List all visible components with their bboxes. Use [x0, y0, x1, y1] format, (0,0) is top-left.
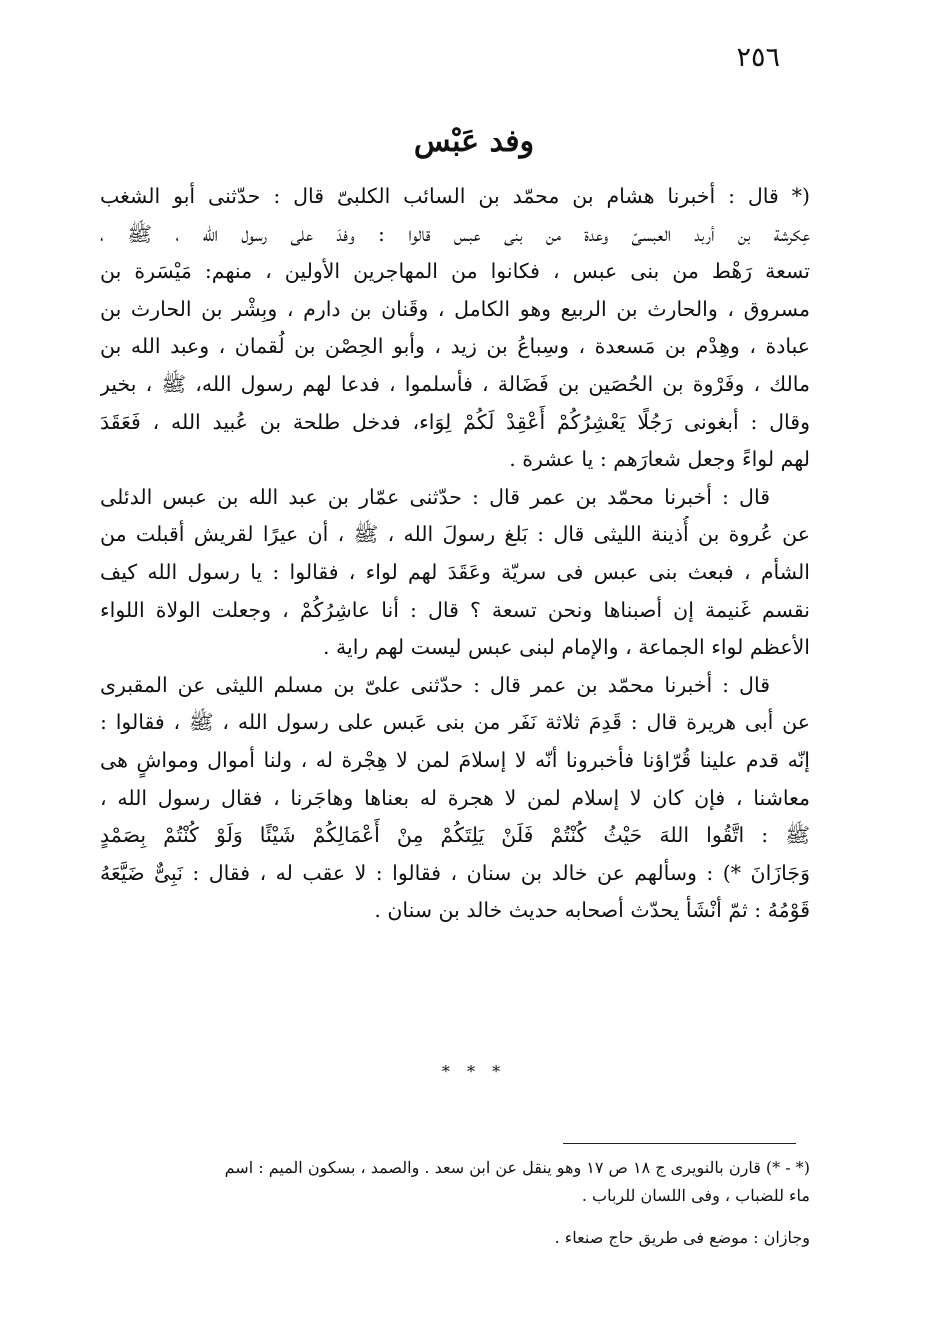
text-line: ﷺ : اتَّقُوا اللهَ حَيْثُ كُنْتُمْ فَلَنْ يَلِتَكُمْ مِنْ أَعْمَالِكُمْ شَيْئًا وَلَوْ كُنْتُمْ بِصَمْدٍ: [100, 823, 810, 848]
text-line: وقال : أبغونى رَجُلًا يَعْشِرُكُمْ أَعْقِدْ لَكُمْ لِوَاء، فدخل طلحة بن عُبيد الله ، فَعَقَدَ: [100, 409, 810, 434]
text-line: نقسم غَنيمة إن أصبناها ونحن تسعة ؟ قال : أنا عاشِرُكُمْ ، وجعلت الولاة اللواء: [100, 597, 810, 622]
text-line: مسروق ، والحارث بن الربيع وهو الكامل ، وقَنان بن دارم ، وبِشْر بن الحارث بن: [100, 296, 810, 321]
text-line: معاشنا ، فإن كان لا إسلام لمن لا هجرة له بعناها وهاجَرنا ، فقال رسول الله ،: [100, 785, 810, 810]
text-line: لهم لواءً وجعل شعارَهم : يا عشرة .: [509, 447, 810, 472]
text-line: مالك ، وفَرْوة بن الحُصَين بن فَضَالة ، فأسلموا ، فدعا لهم رسول الله، ﷺ ، بخير: [100, 371, 810, 396]
text-line: عن عُروة بن أُذينة الليثى قال : بَلغ رسولَ الله ، ﷺ ، أن عيرًا لقريش أقبلت من: [100, 522, 810, 547]
page-title: وفد عَبْس: [413, 124, 535, 159]
text-line: (* قال : أخبرنا هشام بن محمّد بن السائب الكلبىّ قال : حدّثنى أبو الشغب: [100, 184, 810, 208]
footnote-line: (* - *) قارن بالنويرى ج ١٨ ص ١٧ وهو ينقل عن ابن سعد . والصمد ، بسكون الميم : اسم: [224, 1158, 810, 1177]
paragraph-3: [100, 667, 810, 930]
paragraph-2: [100, 479, 810, 667]
text-line: الشأم ، فبعث بنى عبس فى سريّة وعَقَدَ لهم لواء ، فقالوا : يا رسول الله كيف: [100, 559, 810, 584]
page-number: ٢٥٦: [736, 42, 780, 73]
text-line: قَوْمُهُ : ثمّ أنْشَأ يحدّث أصحابه حديث خالد بن سنان .: [374, 898, 810, 923]
section-separator: * * *: [441, 1062, 507, 1081]
footnote-line: ماء للضباب ، وفى اللسان للرباب .: [581, 1186, 810, 1205]
footnote-divider: [563, 1143, 796, 1144]
paragraph-1: [100, 178, 810, 479]
text-line: عبادة ، وهِدْم بن مَسعدة ، وسِباعُ بن زيد ، وأبو الحِصْن بن لُقمان ، وعبد الله بن: [100, 334, 810, 359]
text-line: عن أبى هريرة قال : قَدِمَ ثلاثة نَفَر من بنى عَبس على رسول الله ، ﷺ ، فقالوا :: [100, 710, 810, 735]
text-line: قال : أخبرنا محمّد بن عمر قال : حدّثنى عمّار بن عبد الله بن عبس الدئلى: [100, 484, 770, 509]
footnotes: [100, 1154, 810, 1252]
text-line: إنّه قدم علينا قُرّاؤنا فأخبرونا أنّه لا إسلامَ لمن لا هِجْرة له ، ولنا أموال ومواشٍ هى: [100, 747, 810, 772]
text-line: الأعظم لواء الجماعة ، والإمام لبنى عبس ليست لهم راية .: [323, 635, 810, 660]
text-line: تسعة رَهْط من بنى عبس ، فكانوا من المهاجرين الأولين ، منهم: مَيْسَرة بن: [100, 259, 810, 284]
main-text: [100, 178, 810, 930]
footnote-line: وجازان : موضع فى طريق حاج صنعاء .: [554, 1228, 810, 1247]
text-line: عِكرشة بن أربد العبسىّ وعدة من بنى عبس قالوا : وفدَ على رسول الله ، ﷺ ،: [100, 221, 810, 246]
text-line: وَجَازَانَ *) : وسألهم عن خالد بن سنان ، فقالوا : لا عقب له ، فقال : نَبِىٌّ ضَيَّعَهُ: [100, 860, 810, 885]
text-line: قال : أخبرنا محمّد بن عمر قال : حدّثنى علىّ بن مسلم الليثى عن المقبرى: [100, 672, 770, 697]
